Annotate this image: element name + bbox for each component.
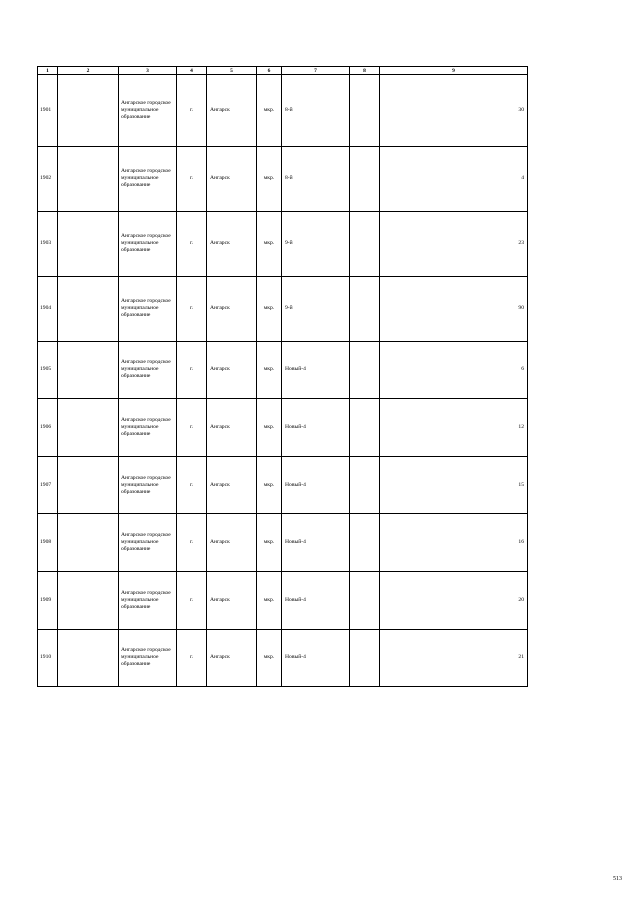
table-row xyxy=(38,514,528,521)
empty-cell xyxy=(350,147,380,212)
table-row xyxy=(38,629,528,636)
settlement-name-cell: Ангарск xyxy=(207,276,257,341)
district-name-cell: Новый-4 xyxy=(282,572,350,630)
settlement-name-cell: Ангарск xyxy=(207,147,257,212)
district-type-cell: мкр. xyxy=(257,514,282,572)
row-number-cell: 1902 xyxy=(38,147,58,212)
column-header: 1 xyxy=(38,67,58,75)
municipality-cell: Ангарское городское муниципальное образование xyxy=(119,514,177,572)
district-type-cell: мкр. xyxy=(257,572,282,630)
district-type-cell: мкр. xyxy=(257,147,282,212)
district-name-cell: Новый-4 xyxy=(282,399,350,457)
house-number-cell: 16 xyxy=(380,514,528,572)
district-type-cell: мкр. xyxy=(257,211,282,276)
column-header: 2 xyxy=(58,67,119,75)
municipality-cell: Ангарское городское муниципальное образование xyxy=(119,147,177,212)
empty-cell xyxy=(350,276,380,341)
house-number-cell: 6 xyxy=(380,341,528,399)
empty-cell xyxy=(58,629,119,687)
column-header: 9 xyxy=(380,67,528,75)
settlement-type-cell: г. xyxy=(177,147,207,212)
empty-cell xyxy=(58,572,119,630)
table-row xyxy=(38,276,528,283)
column-header: 7 xyxy=(282,67,350,75)
house-number-cell: 90 xyxy=(380,276,528,341)
row-number-cell: 1909 xyxy=(38,572,58,630)
row-number-cell: 1908 xyxy=(38,514,58,572)
house-number-cell: 12 xyxy=(380,399,528,457)
empty-cell xyxy=(58,456,119,514)
settlement-name-cell: Ангарск xyxy=(207,75,257,147)
row-number-cell: 1904 xyxy=(38,276,58,341)
settlement-type-cell: г. xyxy=(177,456,207,514)
district-type-cell: мкр. xyxy=(257,75,282,147)
empty-cell xyxy=(350,572,380,630)
house-number-cell: 20 xyxy=(380,572,528,630)
district-name-cell: Новый-4 xyxy=(282,514,350,572)
house-number-cell: 23 xyxy=(380,211,528,276)
municipality-cell: Ангарское городское муниципальное образование xyxy=(119,75,177,147)
settlement-type-cell: г. xyxy=(177,75,207,147)
house-number-cell: 4 xyxy=(380,147,528,212)
empty-cell xyxy=(350,341,380,399)
empty-cell xyxy=(350,399,380,457)
settlement-name-cell: Ангарск xyxy=(207,211,257,276)
row-number-cell: 1907 xyxy=(38,456,58,514)
empty-cell xyxy=(58,75,119,147)
table-row xyxy=(38,399,528,406)
settlement-type-cell: г. xyxy=(177,629,207,687)
settlement-name-cell: Ангарск xyxy=(207,514,257,572)
empty-cell xyxy=(58,341,119,399)
table-body xyxy=(38,75,528,687)
municipality-cell: Ангарское городское муниципальное образование xyxy=(119,572,177,630)
column-header: 6 xyxy=(257,67,282,75)
district-type-cell: мкр. xyxy=(257,276,282,341)
municipality-cell: Ангарское городское муниципальное образование xyxy=(119,629,177,687)
empty-cell xyxy=(350,629,380,687)
table-row xyxy=(38,456,528,463)
table-row xyxy=(38,341,528,348)
page-number: 513 xyxy=(613,876,622,882)
settlement-type-cell: г. xyxy=(177,276,207,341)
column-header: 3 xyxy=(119,67,177,75)
empty-cell xyxy=(58,276,119,341)
house-number-cell: 15 xyxy=(380,456,528,514)
empty-cell xyxy=(350,211,380,276)
empty-cell xyxy=(350,456,380,514)
empty-cell xyxy=(58,399,119,457)
settlement-name-cell: Ангарск xyxy=(207,629,257,687)
row-number-cell: 1903 xyxy=(38,211,58,276)
empty-cell xyxy=(58,147,119,212)
district-name-cell: 9-й xyxy=(282,276,350,341)
district-name-cell: Новый-4 xyxy=(282,629,350,687)
row-number-cell: 1910 xyxy=(38,629,58,687)
settlement-type-cell: г. xyxy=(177,399,207,457)
municipality-cell: Ангарское городское муниципальное образование xyxy=(119,276,177,341)
district-type-cell: мкр. xyxy=(257,456,282,514)
table-row xyxy=(38,211,528,218)
empty-cell xyxy=(58,514,119,572)
header-row xyxy=(38,67,528,75)
repair-registry-table xyxy=(37,66,528,687)
municipality-cell: Ангарское городское муниципальное образование xyxy=(119,399,177,457)
settlement-name-cell: Ангарск xyxy=(207,341,257,399)
municipality-cell: Ангарское городское муниципальное образование xyxy=(119,341,177,399)
table-row xyxy=(38,572,528,579)
column-header: 5 xyxy=(207,67,257,75)
district-name-cell: Новый-4 xyxy=(282,341,350,399)
municipality-cell: Ангарское городское муниципальное образование xyxy=(119,211,177,276)
district-name-cell: 8-й xyxy=(282,147,350,212)
district-type-cell: мкр. xyxy=(257,629,282,687)
table-row xyxy=(38,147,528,154)
settlement-type-cell: г. xyxy=(177,341,207,399)
settlement-type-cell: г. xyxy=(177,514,207,572)
row-number-cell: 1901 xyxy=(38,75,58,147)
district-type-cell: мкр. xyxy=(257,341,282,399)
district-name-cell: Новый-4 xyxy=(282,456,350,514)
settlement-name-cell: Ангарск xyxy=(207,456,257,514)
settlement-name-cell: Ангарск xyxy=(207,572,257,630)
district-type-cell: мкр. xyxy=(257,399,282,457)
house-number-cell: 30 xyxy=(380,75,528,147)
house-number-cell: 21 xyxy=(380,629,528,687)
row-number-cell: 1906 xyxy=(38,399,58,457)
municipality-cell: Ангарское городское муниципальное образование xyxy=(119,456,177,514)
column-header: 4 xyxy=(177,67,207,75)
column-header: 8 xyxy=(350,67,380,75)
settlement-name-cell: Ангарск xyxy=(207,399,257,457)
settlement-type-cell: г. xyxy=(177,572,207,630)
table-row xyxy=(38,75,528,82)
district-name-cell: 8-й xyxy=(282,75,350,147)
row-number-cell: 1905 xyxy=(38,341,58,399)
empty-cell xyxy=(58,211,119,276)
settlement-type-cell: г. xyxy=(177,211,207,276)
empty-cell xyxy=(350,75,380,147)
district-name-cell: 9-й xyxy=(282,211,350,276)
empty-cell xyxy=(350,514,380,572)
